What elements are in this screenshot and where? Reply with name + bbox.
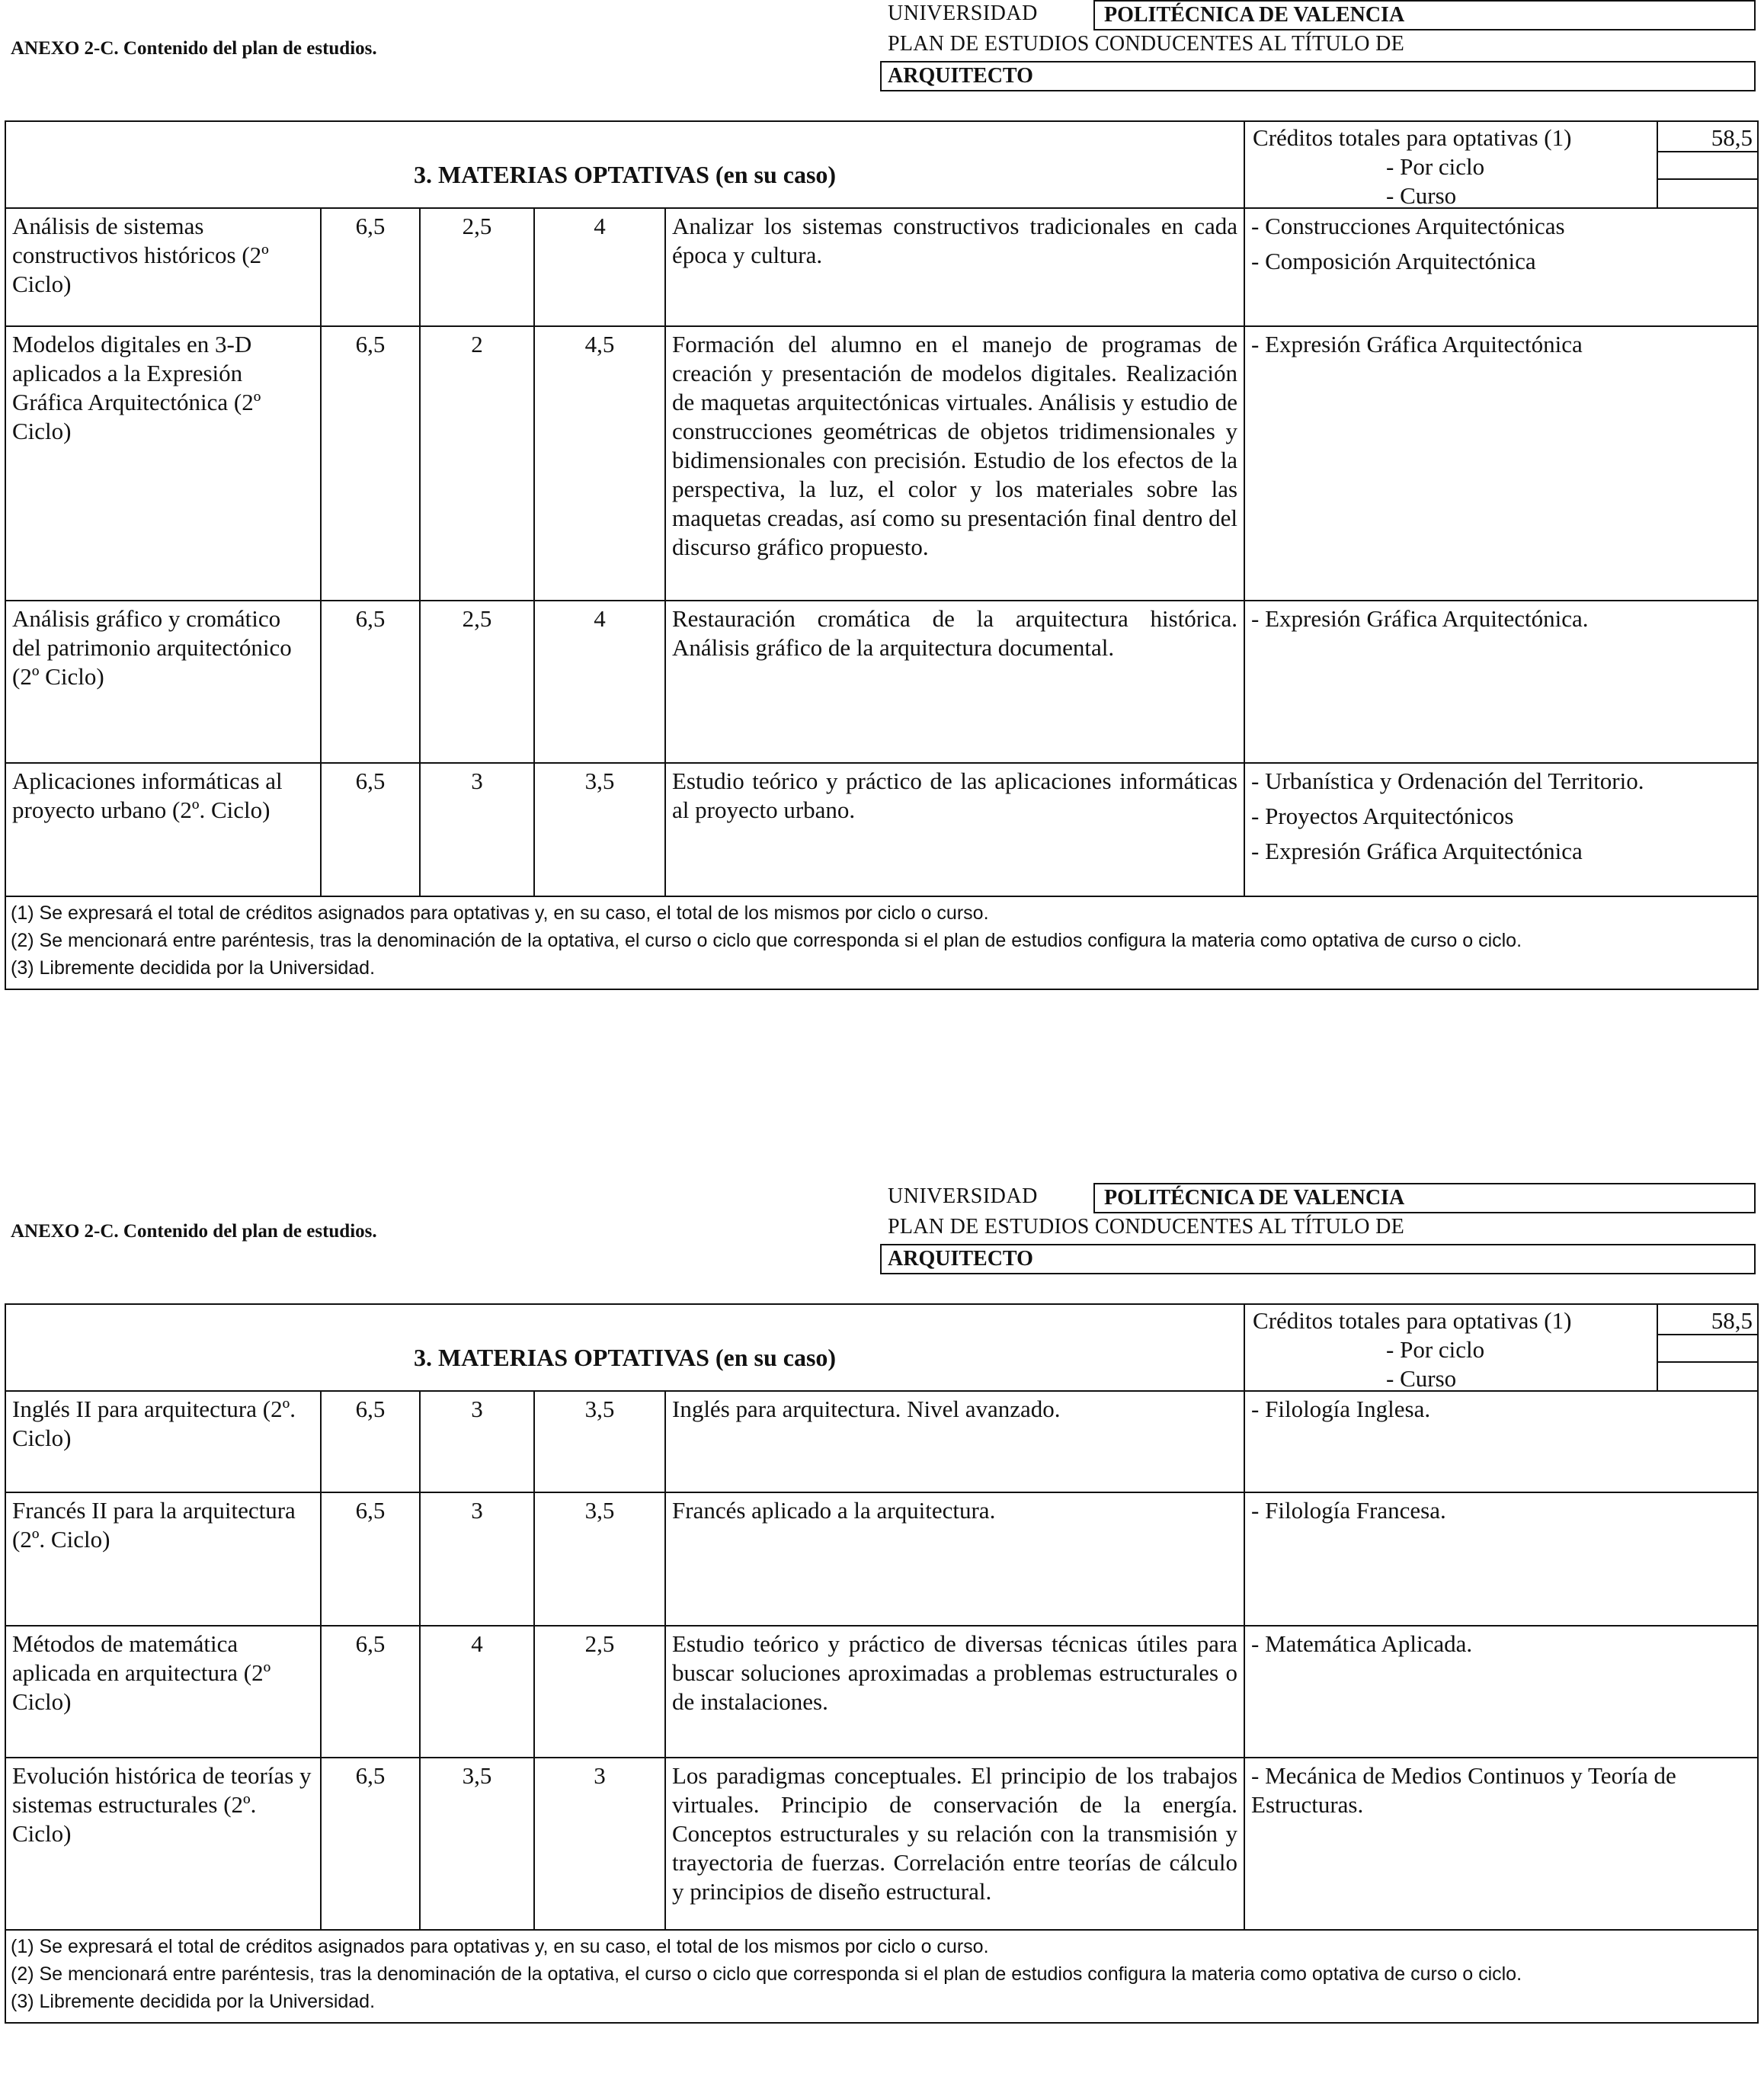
university-box bbox=[1093, 0, 1756, 30]
knowledge-areas bbox=[1244, 763, 1758, 896]
university-row bbox=[888, 0, 1756, 30]
practice-credits: 3,5 bbox=[534, 763, 665, 896]
per-cycle-label: - Por ciclo bbox=[1386, 153, 1485, 180]
degree-box bbox=[880, 1244, 1756, 1274]
section-title: 3. MATERIAS OPTATIVAS (en su caso) bbox=[5, 1304, 1244, 1391]
subject-name: Evolución histórica de teorías y sistemas estructurales (2º. Ciclo) bbox=[5, 1758, 321, 1930]
credits-cell bbox=[1244, 121, 1758, 208]
credits-value: 58,5 bbox=[1711, 1307, 1753, 1334]
practice-credits: 4 bbox=[534, 601, 665, 763]
theory-credits: 3,5 bbox=[420, 1758, 534, 1930]
university-box bbox=[1093, 1183, 1756, 1213]
theory-credits: 3 bbox=[420, 1391, 534, 1492]
section-header-row bbox=[5, 121, 1758, 208]
optional-subjects-table bbox=[5, 120, 1759, 990]
knowledge-area: - Expresión Gráfica Arquitectónica. bbox=[1251, 605, 1589, 632]
footnote: (2) Se mencionará entre paréntesis, tras la denominación de la optativa, el curso o ciclo que corresponda si el plan de estudios configura la materia como optativa de curso o ciclo. bbox=[11, 930, 1522, 951]
subject-name: Modelos digitales en 3-D aplicados a la Expresión Gráfica Arquitectónica (2º Ciclo) bbox=[5, 326, 321, 601]
total-credits: 6,5 bbox=[321, 326, 420, 601]
optional-subjects-table bbox=[5, 1303, 1759, 2024]
knowledge-area: - Mecánica de Medios Continuos y Teoría de Estructuras. bbox=[1251, 1762, 1676, 1818]
per-cycle-label: - Por ciclo bbox=[1386, 1336, 1485, 1363]
credits-box bbox=[1657, 1305, 1757, 1390]
knowledge-areas bbox=[1244, 326, 1758, 601]
subject-name: Análisis de sistemas constructivos históricos (2º Ciclo) bbox=[5, 208, 321, 326]
credits-value: 58,5 bbox=[1711, 124, 1753, 151]
footnote: (1) Se expresará el total de créditos asignados para optativas y, en su caso, el total de los mismos por ciclo o curso. bbox=[11, 902, 989, 924]
total-credits: 6,5 bbox=[321, 1626, 420, 1758]
university-name: POLITÉCNICA DE VALENCIA bbox=[1104, 3, 1405, 27]
footnote: (3) Libremente decidida por la Universidad. bbox=[11, 1991, 376, 2012]
theory-credits: 3 bbox=[420, 1492, 534, 1626]
footnote: (2) Se mencionará entre paréntesis, tras la denominación de la optativa, el curso o ciclo que corresponda si el plan de estudios configura la materia como optativa de curso o ciclo. bbox=[11, 1963, 1522, 1985]
credits-label: Créditos totales para optativas (1) bbox=[1253, 124, 1572, 151]
knowledge-areas bbox=[1244, 1492, 1758, 1626]
total-credits: 6,5 bbox=[321, 1492, 420, 1626]
credits-label: Créditos totales para optativas (1) bbox=[1253, 1307, 1572, 1334]
subject-name: Análisis gráfico y cromático del patrimonio arquitectónico (2º Ciclo) bbox=[5, 601, 321, 763]
table-row bbox=[5, 208, 1758, 326]
degree-title: ARQUITECTO bbox=[888, 64, 1033, 88]
footnotes-row bbox=[5, 896, 1758, 989]
practice-credits: 4 bbox=[534, 208, 665, 326]
degree-title: ARQUITECTO bbox=[888, 1247, 1033, 1271]
footnotes bbox=[5, 896, 1758, 989]
credits-box bbox=[1657, 122, 1757, 207]
plan-label: PLAN DE ESTUDIOS CONDUCENTES AL TÍTULO DE bbox=[888, 1215, 1405, 1239]
subject-description: Formación del alumno en el manejo de programas de creación y presentación de modelos digitales. Realización de maquetas arquitectónicas virtuales. Análisis y estudio de construcciones geométricas de objetos tridimensionales y bidimensionales con precisión. Estudio de los efectos de la perspectiva, la luz, el color y los materiales sobre las maquetas creadas, así como su presentación final dentro del discurso gráfico propuesto. bbox=[665, 326, 1244, 601]
university-row bbox=[888, 1183, 1756, 1213]
subject-name: Métodos de matemática aplicada en arquitectura (2º Ciclo) bbox=[5, 1626, 321, 1758]
knowledge-areas bbox=[1244, 1758, 1758, 1930]
knowledge-areas bbox=[1244, 601, 1758, 763]
degree-box bbox=[880, 61, 1756, 91]
total-credits: 6,5 bbox=[321, 763, 420, 896]
practice-credits: 3,5 bbox=[534, 1492, 665, 1626]
footnote: (3) Libremente decidida por la Universidad. bbox=[11, 957, 376, 979]
knowledge-area: - Composición Arquitectónica bbox=[1251, 248, 1536, 274]
table-row bbox=[5, 1626, 1758, 1758]
table-row bbox=[5, 326, 1758, 601]
table-row bbox=[5, 601, 1758, 763]
subject-description: Restauración cromática de la arquitectura histórica. Análisis gráfico de la arquitectura documental. bbox=[665, 601, 1244, 763]
credits-cell bbox=[1244, 1304, 1758, 1391]
subject-name: Aplicaciones informáticas al proyecto urbano (2º. Ciclo) bbox=[5, 763, 321, 896]
theory-credits: 3 bbox=[420, 763, 534, 896]
table-row bbox=[5, 1492, 1758, 1626]
knowledge-area: - Expresión Gráfica Arquitectónica bbox=[1251, 838, 1583, 864]
subject-description: Estudio teórico y práctico de las aplicaciones informáticas al proyecto urbano. bbox=[665, 763, 1244, 896]
total-credits: 6,5 bbox=[321, 1391, 420, 1492]
university-label: UNIVERSIDAD bbox=[888, 1184, 1038, 1208]
knowledge-area: - Filología Francesa. bbox=[1251, 1497, 1446, 1524]
knowledge-areas bbox=[1244, 208, 1758, 326]
knowledge-areas bbox=[1244, 1626, 1758, 1758]
subject-description: Analizar los sistemas constructivos tradicionales en cada época y cultura. bbox=[665, 208, 1244, 326]
section-title: 3. MATERIAS OPTATIVAS (en su caso) bbox=[5, 121, 1244, 208]
footnotes-row bbox=[5, 1930, 1758, 2023]
subject-name: Francés II para la arquitectura (2º. Ciclo) bbox=[5, 1492, 321, 1626]
total-credits: 6,5 bbox=[321, 208, 420, 326]
theory-credits: 2 bbox=[420, 326, 534, 601]
footnote: (1) Se expresará el total de créditos asignados para optativas y, en su caso, el total de los mismos por ciclo o curso. bbox=[11, 1936, 989, 1957]
knowledge-area: - Urbanística y Ordenación del Territorio. bbox=[1251, 768, 1644, 794]
plan-label: PLAN DE ESTUDIOS CONDUCENTES AL TÍTULO DE bbox=[888, 32, 1405, 56]
practice-credits: 3,5 bbox=[534, 1391, 665, 1492]
annex-title: ANEXO 2-C. Contenido del plan de estudios. bbox=[11, 38, 377, 59]
theory-credits: 4 bbox=[420, 1626, 534, 1758]
subject-name: Inglés II para arquitectura (2º. Ciclo) bbox=[5, 1391, 321, 1492]
section-header-row bbox=[5, 1304, 1758, 1391]
theory-credits: 2,5 bbox=[420, 601, 534, 763]
subject-description: Estudio teórico y práctico de diversas técnicas útiles para buscar soluciones aproximadas a problemas estructurales o de instalaciones. bbox=[665, 1626, 1244, 1758]
table-row bbox=[5, 1758, 1758, 1930]
theory-credits: 2,5 bbox=[420, 208, 534, 326]
subject-description: Los paradigmas conceptuales. El principio de los trabajos virtuales. Principio de conservación de la energía. Conceptos estructurales y su relación con la transmisión y trayectoria de fuerzas. Correlación entre teorías de cálculo y principios de diseño estructural. bbox=[665, 1758, 1244, 1930]
knowledge-area: - Filología Inglesa. bbox=[1251, 1396, 1431, 1422]
knowledge-area: - Expresión Gráfica Arquitectónica bbox=[1251, 331, 1583, 357]
table-row bbox=[5, 1391, 1758, 1492]
table-row bbox=[5, 763, 1758, 896]
footnotes bbox=[5, 1930, 1758, 2023]
knowledge-area: - Matemática Aplicada. bbox=[1251, 1630, 1473, 1657]
total-credits: 6,5 bbox=[321, 601, 420, 763]
practice-credits: 3 bbox=[534, 1758, 665, 1930]
per-course-label: - Curso bbox=[1386, 182, 1457, 209]
annex-title: ANEXO 2-C. Contenido del plan de estudios. bbox=[11, 1221, 377, 1242]
per-course-label: - Curso bbox=[1386, 1365, 1457, 1392]
university-label: UNIVERSIDAD bbox=[888, 2, 1038, 25]
knowledge-areas bbox=[1244, 1391, 1758, 1492]
subject-description: Inglés para arquitectura. Nivel avanzado. bbox=[665, 1391, 1244, 1492]
practice-credits: 2,5 bbox=[534, 1626, 665, 1758]
total-credits: 6,5 bbox=[321, 1758, 420, 1930]
subject-description: Francés aplicado a la arquitectura. bbox=[665, 1492, 1244, 1626]
practice-credits: 4,5 bbox=[534, 326, 665, 601]
university-name: POLITÉCNICA DE VALENCIA bbox=[1104, 1186, 1405, 1210]
knowledge-area: - Construcciones Arquitectónicas bbox=[1251, 213, 1565, 239]
knowledge-area: - Proyectos Arquitectónicos bbox=[1251, 803, 1514, 829]
